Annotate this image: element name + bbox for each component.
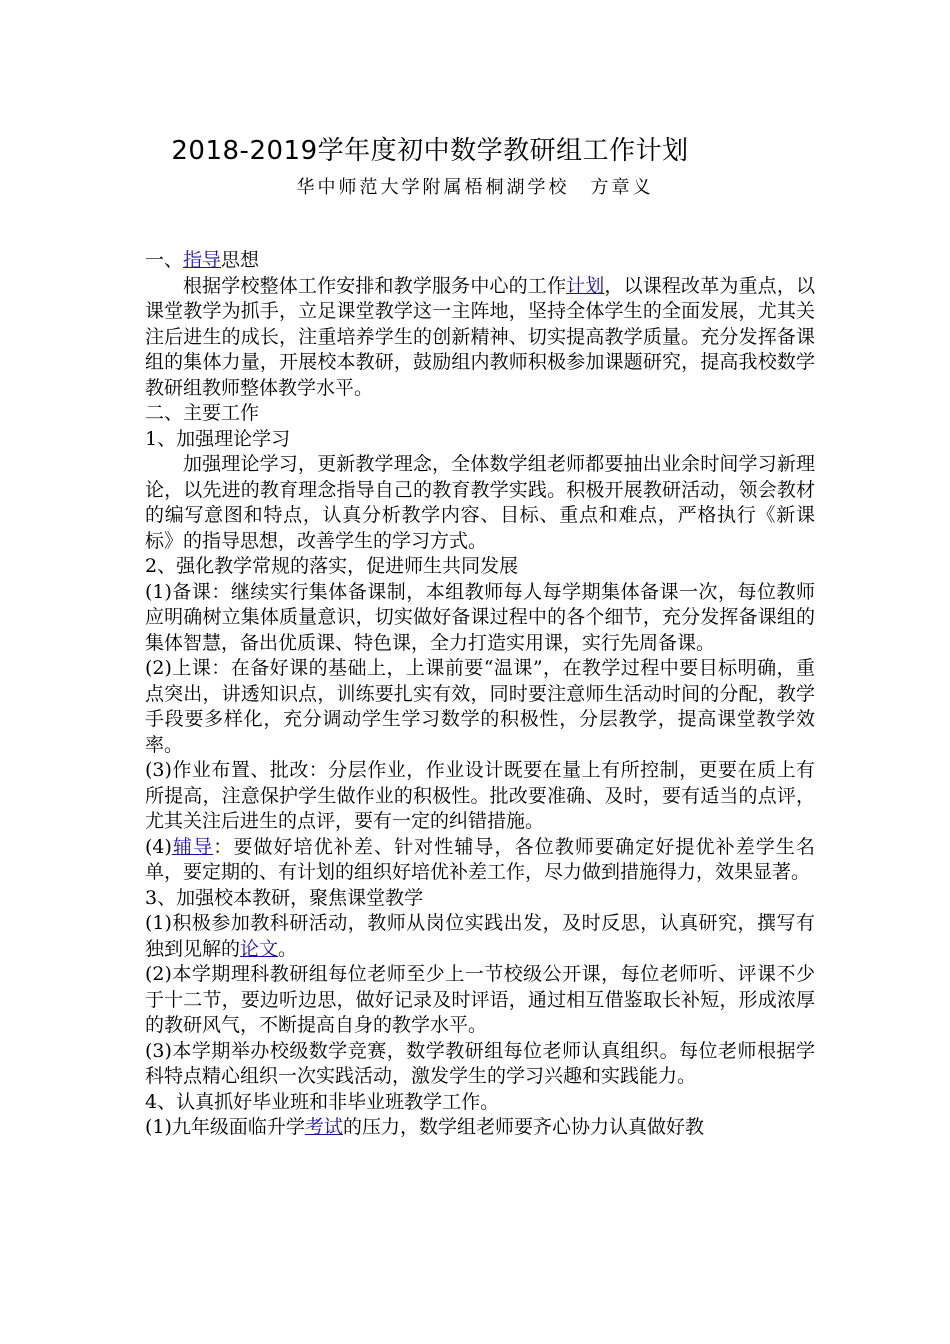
paragraph-class-teaching: (2)上课：在备好课的基础上，上课前要“温课”，在教学过程中要目标明确，重点突出，讲透知识点，训练要扎实有效，同时要注意师生活动时间的分配，教学手段要多样化，充分调动学生学习数学的积极性，分层教学，提高课堂教学效率。: [145, 657, 815, 756]
subheading-school-research: 3、加强校本教研，聚焦课堂教学: [145, 886, 424, 909]
subheading-theory-study: 1、加强理论学习: [145, 427, 291, 450]
paragraph-text: 根据学校整体工作安排和教学服务中心的工作: [183, 274, 567, 297]
paragraph-text: ：要做好培优补差、针对性辅导，各位教师要确定好提优补差学生名单，要定期的、有计划的组织好培优补差工作，尽力做到措施得力，效果显著。: [145, 835, 815, 883]
paper-link[interactable]: 论文: [240, 937, 279, 960]
section-heading-guiding-thought: [145, 248, 815, 274]
paragraph-guiding-thought: [145, 274, 815, 402]
paragraph-text: (1)九年级面临升学: [145, 1116, 305, 1138]
paragraph-text: 。: [278, 937, 298, 960]
exam-link[interactable]: 考试: [304, 1116, 343, 1138]
paragraph-research-activity: [145, 911, 815, 962]
item-number: (4): [145, 835, 172, 858]
paragraph-lesson-prep: (1)备课：继续实行集体备课制，本组教师每人每学期集体备课一次，每位教师应明确树立集体质量意识，切实做好备课过程中的各个细节，充分发挥备课组的集体智慧，备出优质课、特色课，全力打造实用课，实行先周备课。: [145, 580, 815, 654]
paragraph-open-class: (2)本学期理科教研组每位老师至少上一节校级公开课，每位老师听、评课不少于十二节，要边听边思，做好记录及时评语，通过相互借鉴取长补短，形成浓厚的教研风气，不断提高自身的教学水平。: [145, 963, 815, 1036]
paragraph-theory-study: 加强理论学习，更新教学理念，全体数学组老师都要抽出业余时间学习新理论，以先进的教育理念指导自己的教育教学实践。积极开展教研活动，领会教材的编写意图和特点，认真分析教学内容、目标、重点和难点，严格执行《新课标》的指导思想，改善学生的学习方式。: [145, 453, 815, 552]
document-body: [145, 248, 815, 1141]
guidance-link[interactable]: 指导: [183, 249, 222, 271]
document-title: 2018-2019学年度初中数学教研组工作计划: [171, 136, 689, 166]
paragraph-math-contest: (3)本学期举办校级数学竞赛，数学教研组每位老师认真组织。每位老师根据学科特点精心组织一次实践活动，激发学生的学习兴趣和实践能力。: [145, 1039, 815, 1087]
tutoring-link[interactable]: 辅导: [171, 835, 214, 858]
section-heading-text: 思想: [221, 249, 260, 271]
paragraph-homework: (3)作业布置、批改：分层作业，作业设计既要在量上有所控制，更要在质上有所提高，注意保护学生做作业的积极性。批改要准确、及时，要有适当的点评，尤其关注后进生的点评，要有一定的纠错措施。: [145, 759, 815, 832]
paragraph-grade-nine: [145, 1115, 815, 1141]
section-heading-main-work: 二、主要工作: [145, 402, 260, 424]
paragraph-tutoring: [145, 835, 815, 886]
author-line: 华中师范大学附属梧桐湖学校 方章义: [296, 177, 654, 198]
section-number: 一、: [145, 249, 184, 271]
paragraph-text: ，以课程改革为重点，以课堂教学为抓手，立足课堂教学这一主阵地，坚持全体学生的全面发展，尤其关注后进生的成长，注重培养学生的创新精神、切实提高教学质量。充分发挥备课组的集体力量，开展校本教研，鼓励组内教师积极参加课题研究，提高我校数学教研组教师整体教学水平。: [145, 274, 815, 399]
subheading-graduating-classes: 4、认真抓好毕业班和非毕业班教学工作。: [145, 1090, 500, 1113]
paragraph-text: 的压力，数学组老师要齐心协力认真做好教: [342, 1116, 704, 1138]
paragraph-text: (1)积极参加教科研活动，教师从岗位实践出发，及时反思，认真研究，撰写有独到见解的: [145, 912, 815, 960]
subheading-teaching-routine: 2、强化教学常规的落实，促进师生共同发展: [145, 555, 519, 577]
plan-link[interactable]: 计划: [566, 274, 605, 297]
